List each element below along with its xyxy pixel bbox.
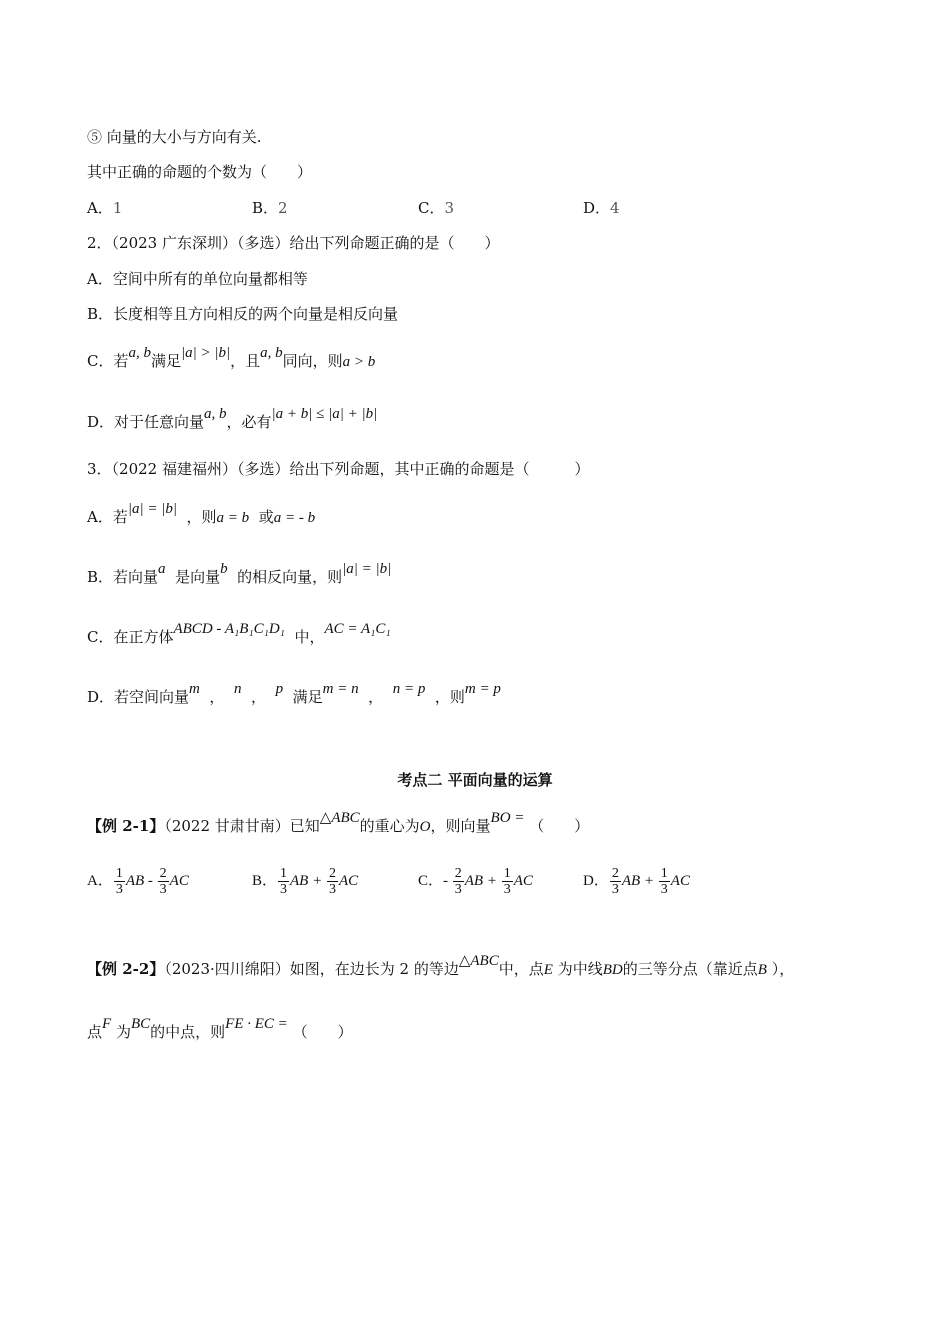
option-a: A．1	[87, 199, 123, 217]
option-b: B．2	[252, 199, 288, 217]
q3-option-c: C．在正方体ABCD - A₁B₁C₁D₁ 中，AC = A₁C₁	[87, 621, 391, 646]
math-vars: a, b	[260, 345, 283, 361]
math-result: a = - b	[273, 510, 316, 526]
math-result: a = b	[216, 510, 250, 526]
q2-option-d: D．对于任意向量a, b，必有|a + b| ≤ |a| + |b|	[87, 406, 378, 431]
q2-option-a: A．空间中所有的单位向量都相等	[87, 270, 308, 288]
math-vector: BO =	[490, 810, 525, 826]
ex21-option-b: B． $\frac{1}{3}$ AB + $\frac{2}{3}$ AC	[252, 866, 359, 897]
question-stem: 其中正确的命题的个数为（ ）	[87, 163, 313, 181]
q3-option-a: A．若|a| = |b| ，则a = b 或a = - b	[87, 501, 316, 526]
math-condition: |a| = |b|	[127, 501, 177, 517]
option-d: D．4	[583, 199, 620, 217]
math-vars: a, b	[204, 406, 227, 422]
math-solid: ABCD - A₁B₁C₁D₁	[173, 621, 285, 637]
math-result: a > b	[342, 354, 376, 370]
q3-option-d: D．若空间向量m ， n ， p 满足m = n ， n = p ，则m = p	[87, 681, 501, 706]
math-equation: m = n	[322, 681, 359, 697]
q3-option-b: B．若向量a 是向量b 的相反向量，则|a| = |b|	[87, 561, 392, 586]
math-triangle: △ABC	[458, 953, 499, 969]
q2-option-c: C．若a, b满足|a| > |b|，且a, b同向，则a > b	[87, 345, 376, 370]
option-c: C．3	[418, 199, 455, 217]
math-condition: |a| = |b|	[342, 561, 392, 577]
ex21-option-c: C．- $\frac{2}{3}$ AB + $\frac{1}{3}$ AC	[418, 866, 533, 897]
example-tag: 【例 2-2】	[87, 960, 165, 978]
q3-stem: 3．（2022 福建福州）（多选）给出下列命题，其中正确的命题是（ ）	[87, 460, 590, 478]
math-equation: AC = A₁C₁	[324, 621, 391, 637]
section-heading: 考点二 平面向量的运算	[397, 771, 553, 789]
example-2-1-stem: 【例 2-1】（2022 甘肃甘南）已知△ABC的重心为O，则向量BO = （ ）	[87, 810, 590, 835]
example-2-2-line2: 点F 为BC的中点，则FE · EC = （ ）	[87, 1016, 353, 1041]
ex21-option-a: A． $\frac{1}{3}$ AB - $\frac{2}{3}$ AC	[87, 866, 189, 897]
example-tag: 【例 2-1】	[87, 817, 165, 835]
math-inequality: |a + b| ≤ |a| + |b|	[271, 406, 378, 422]
statement-5: ⑤ 向量的大小与方向有关.	[87, 128, 262, 146]
math-dot-product: FE · EC =	[225, 1016, 288, 1032]
math-condition: |a| > |b|	[181, 345, 231, 361]
math-vars: a, b	[128, 345, 151, 361]
math-triangle: △ABC	[319, 810, 360, 826]
q2-stem: 2．（2023 广东深圳）（多选）给出下列命题正确的是（ ）	[87, 234, 500, 252]
ex21-option-d: D． $\frac{2}{3}$ AB + $\frac{1}{3}$ AC	[583, 866, 690, 897]
math-equation: m = p	[464, 681, 501, 697]
math-equation: n = p	[392, 681, 426, 697]
example-2-2-stem: 【例 2-2】（2023·四川绵阳）如图，在边长为 2 的等边△ABC中，点E 为中线BD的三等分点（靠近点B ），	[87, 953, 795, 978]
q2-option-b: B．长度相等且方向相反的两个向量是相反向量	[87, 305, 399, 323]
